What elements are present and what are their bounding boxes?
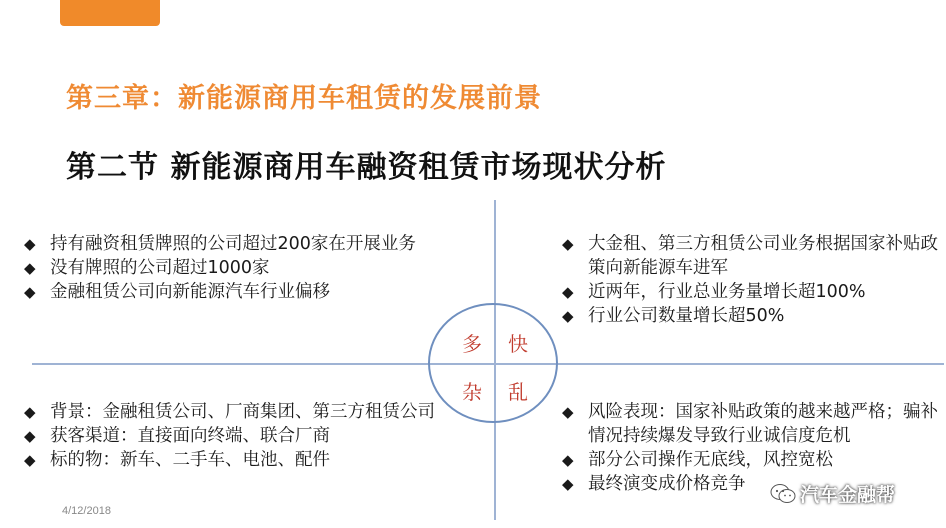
bullet-diamond-icon: ◆	[24, 235, 36, 253]
bullet-diamond-icon: ◆	[562, 307, 574, 325]
watermark	[770, 480, 895, 507]
list-item: ◆ 金融租赁公司向新能源汽车行业偏移	[24, 282, 330, 302]
bullet-diamond-icon: ◆	[562, 235, 574, 253]
header-accent-bar	[60, 0, 160, 26]
bullet-diamond-icon: ◆	[24, 451, 36, 469]
bullet-diamond-icon: ◆	[24, 427, 36, 445]
list-item: ◆ 标的物：新车、二手车、电池、配件	[24, 450, 330, 470]
center-label-top-right: 快	[508, 332, 528, 356]
bullet-diamond-icon: ◆	[562, 451, 574, 469]
watermark-text: 汽车金融帮	[800, 484, 896, 506]
section-title: 第二节 新能源商用车融资租赁市场现状分析	[66, 150, 667, 185]
list-item: ◆ 风险表现：国家补贴政策的越来越严格；骗补情况持续爆发导致行业诚信度危机	[562, 402, 938, 446]
center-label-bottom-left: 杂	[462, 380, 482, 404]
bullet-diamond-icon: ◆	[562, 283, 574, 301]
chapter-title: 第三章：新能源商用车租赁的发展前景	[66, 83, 542, 114]
slide-date: 4/12/2018	[62, 505, 111, 517]
quadrant-top-right	[560, 232, 945, 328]
bullet-diamond-icon: ◆	[562, 475, 574, 493]
list-item: ◆ 行业公司数量增长超50%	[562, 306, 785, 326]
list-item: ◆ 大金租、第三方租赁公司业务根据国家补贴政策向新能源车进军	[562, 234, 938, 278]
center-label-bottom-right: 乱	[508, 380, 528, 404]
list-item: ◆ 获客渠道：直接面向终端、联合厂商	[24, 426, 330, 446]
list-item: ◆ 持有融资租赁牌照的公司超过200家在开展业务	[24, 234, 416, 254]
list-item: ◆ 近两年，行业总业务量增长超100%	[562, 282, 866, 302]
list-item: ◆ 部分公司操作无底线，风控宽松	[562, 450, 833, 470]
list-item: ◆ 没有牌照的公司超过1000家	[24, 258, 270, 278]
bullet-diamond-icon: ◆	[24, 403, 36, 421]
bullet-diamond-icon: ◆	[562, 403, 574, 421]
center-label-top-left: 多	[462, 332, 482, 356]
list-item: ◆ 最终演变成价格竞争	[562, 474, 746, 494]
bullet-diamond-icon: ◆	[24, 283, 36, 301]
bullet-diamond-icon: ◆	[24, 259, 36, 277]
quadrant-bottom-left	[22, 400, 462, 472]
list-item: ◆ 背景：金融租赁公司、厂商集团、第三方租赁公司	[24, 402, 435, 422]
quadrant-top-left	[22, 232, 462, 304]
wechat-icon	[770, 483, 796, 505]
